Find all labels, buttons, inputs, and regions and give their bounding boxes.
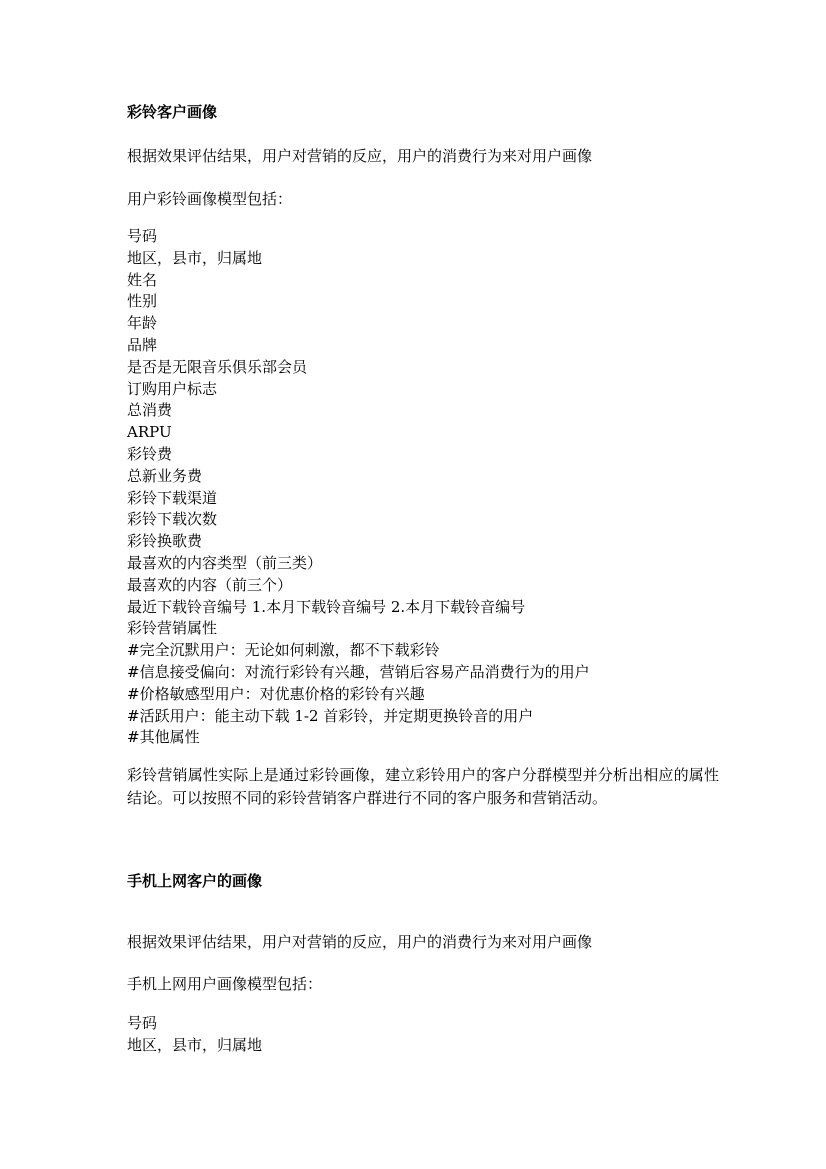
list-item: #其他属性 (127, 728, 200, 747)
list-item: 彩铃换歌费 (127, 532, 203, 551)
list-item: 总新业务费 (127, 466, 203, 485)
list-item: 最喜欢的内容（前三个） (127, 575, 293, 594)
list-item: 最喜欢的内容类型（前三类） (127, 553, 323, 572)
list-item: #活跃用户：能主动下载 1-2 首彩铃，并定期更换铃音的用户 (127, 706, 534, 725)
list-item: 号码 (127, 227, 158, 245)
list-item: 性别 (127, 292, 158, 311)
list-item: 号码 (127, 1014, 158, 1032)
list-item: #完全沉默用户：无论如何刺激，都不下载彩铃 (127, 641, 440, 660)
section2-attribute-list (127, 1013, 262, 1057)
section1-summary: 彩铃营销属性实际上是通过彩铃画像，建立彩铃用户的客户分群模型并分析出相应的属性结论。可以按照不同的彩铃营销客户群进行不同的客户服务和营销活动。 (127, 766, 719, 807)
section1-intro: 根据效果评估结果，用户对营销的反应，用户的消费行为来对用户画像 (127, 147, 593, 165)
list-item: 地区，县市，归属地 (127, 1035, 263, 1054)
list-item: 地区，县市，归属地 (127, 248, 263, 267)
section2-model-label: 手机上网用户画像模型包括： (127, 975, 323, 993)
list-item: 是否是无限音乐俱乐部会员 (127, 357, 308, 376)
list-item: 彩铃下载渠道 (127, 488, 218, 507)
list-item: 姓名 (127, 270, 158, 289)
list-item: ARPU (127, 423, 172, 442)
list-item: #价格敏感型用户：对优惠价格的彩铃有兴趣 (127, 684, 425, 703)
list-item: 彩铃费 (127, 444, 173, 463)
list-item: 总消费 (127, 401, 173, 420)
section1-attribute-list (127, 226, 590, 749)
list-item: 彩铃营销属性 (127, 619, 218, 638)
list-item: 最近下载铃音编号 1.本月下载铃音编号 2.本月下载铃音编号 (127, 597, 526, 616)
list-item: 品牌 (127, 335, 158, 354)
list-item: 订购用户标志 (127, 379, 218, 398)
section2-title: 手机上网客户的画像 (127, 872, 263, 890)
section1-title: 彩铃客户画像 (127, 103, 218, 121)
section1-model-label: 用户彩铃画像模型包括： (127, 190, 293, 208)
section2-intro: 根据效果评估结果，用户对营销的反应，用户的消费行为来对用户画像 (127, 933, 593, 951)
list-item: 年龄 (127, 314, 158, 333)
list-item: 彩铃下载次数 (127, 510, 218, 529)
list-item: #信息接受偏向：对流行彩铃有兴趣，营销后容易产品消费行为的用户 (127, 662, 590, 681)
